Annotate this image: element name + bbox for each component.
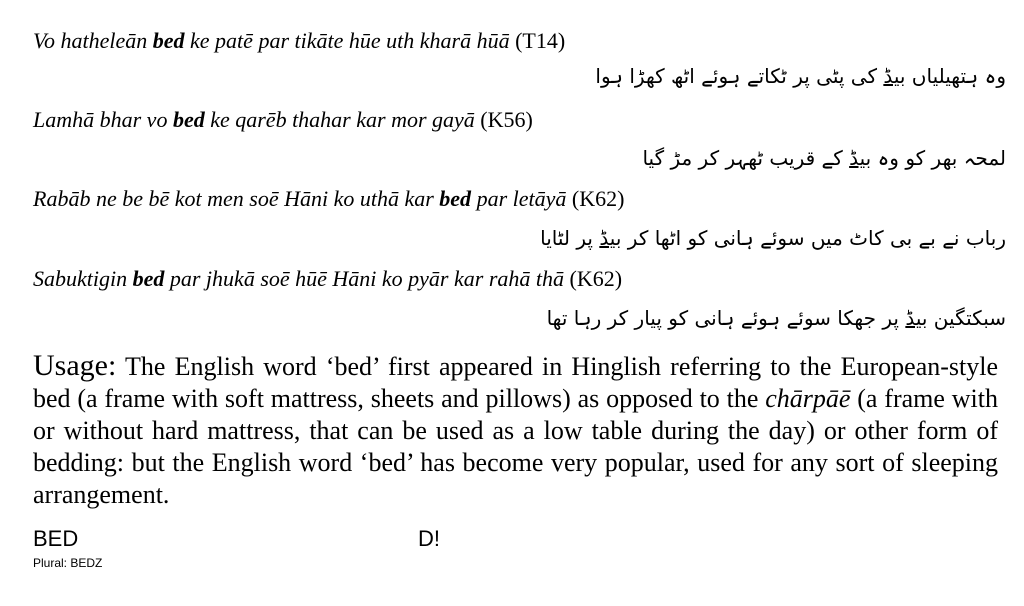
example-4-transliteration (33, 266, 622, 292)
source-reference: (K56) (480, 107, 533, 132)
example-text: Vo hatheleān (33, 28, 153, 53)
urdu-keyword: بیڈ (599, 226, 622, 250)
urdu-text: کی پٹی پر ٹکاتے ہوئے اٹھ کھڑا ہوا (595, 64, 884, 88)
example-text: par jhukā soē hūē Hāni ko pyār kar rahā thā (164, 266, 570, 291)
keyword-bed: bed (152, 28, 185, 53)
usage-text: (a frame with or without hard mattress, that can be used as a low table during the day) or other form of bedding: but the English word ‘bed’ has become very popular, used for any sort of sleeping arrangement. (33, 384, 998, 509)
usage-italic-term: chārpāē (765, 384, 851, 413)
urdu-text: پر لٹایا (540, 226, 600, 250)
urdu-text: سبکتگین (927, 306, 1006, 330)
example-2-transliteration (33, 107, 533, 133)
urdu-text: پر جھکا سوئے ہوئے ہانی کو پیار کر رہا تھا (546, 306, 906, 330)
pronunciation: D! (418, 526, 440, 551)
example-text: ke patē par tikāte hūe uth kharā hūā (184, 28, 516, 53)
example-text: Rabāb ne be bē kot men soē Hāni ko uthā kar (33, 186, 440, 211)
urdu-text: لمحہ بھر کو وہ (871, 146, 1006, 170)
example-text: Lamhā bhar vo (33, 107, 173, 132)
headword: BED (33, 526, 79, 551)
example-2-urdu (642, 146, 1006, 170)
source-reference: (T14) (515, 28, 566, 53)
keyword-bed: bed (132, 266, 165, 291)
example-text: par letāyā (471, 186, 572, 211)
urdu-keyword: بیڈ (905, 306, 928, 330)
usage-text: The English word ‘bed’ first appeared in Hinglish referring to the European-style bed (a frame with soft mattress, sheets and pillows) as opposed to the (33, 352, 998, 413)
plural-form: Plural: BEDZ (33, 556, 103, 570)
example-text: Sabuktigin (33, 266, 133, 291)
example-3-transliteration (33, 186, 624, 212)
example-text: ke qarēb thahar kar mor gayā (204, 107, 481, 132)
urdu-keyword: بیڈ (883, 64, 906, 88)
urdu-keyword: بیڈ (849, 146, 872, 170)
source-reference: (K62) (571, 186, 625, 211)
keyword-bed: bed (439, 186, 472, 211)
urdu-text: وہ ہتھیلیاں (905, 64, 1006, 88)
usage-paragraph (33, 350, 998, 511)
example-3-urdu (540, 226, 1006, 250)
example-1-transliteration (33, 28, 565, 54)
urdu-text: رباب نے بے بی کاٹ میں سوئے ہانی کو اٹھا کر (621, 226, 1006, 250)
usage-label: Usage: (33, 349, 117, 382)
keyword-bed: bed (172, 107, 205, 132)
urdu-text: کے قریب ٹھہر کر مڑ گیا (642, 146, 850, 170)
example-1-urdu (595, 64, 1006, 88)
example-4-urdu (547, 306, 1006, 330)
source-reference: (K62) (569, 266, 623, 291)
